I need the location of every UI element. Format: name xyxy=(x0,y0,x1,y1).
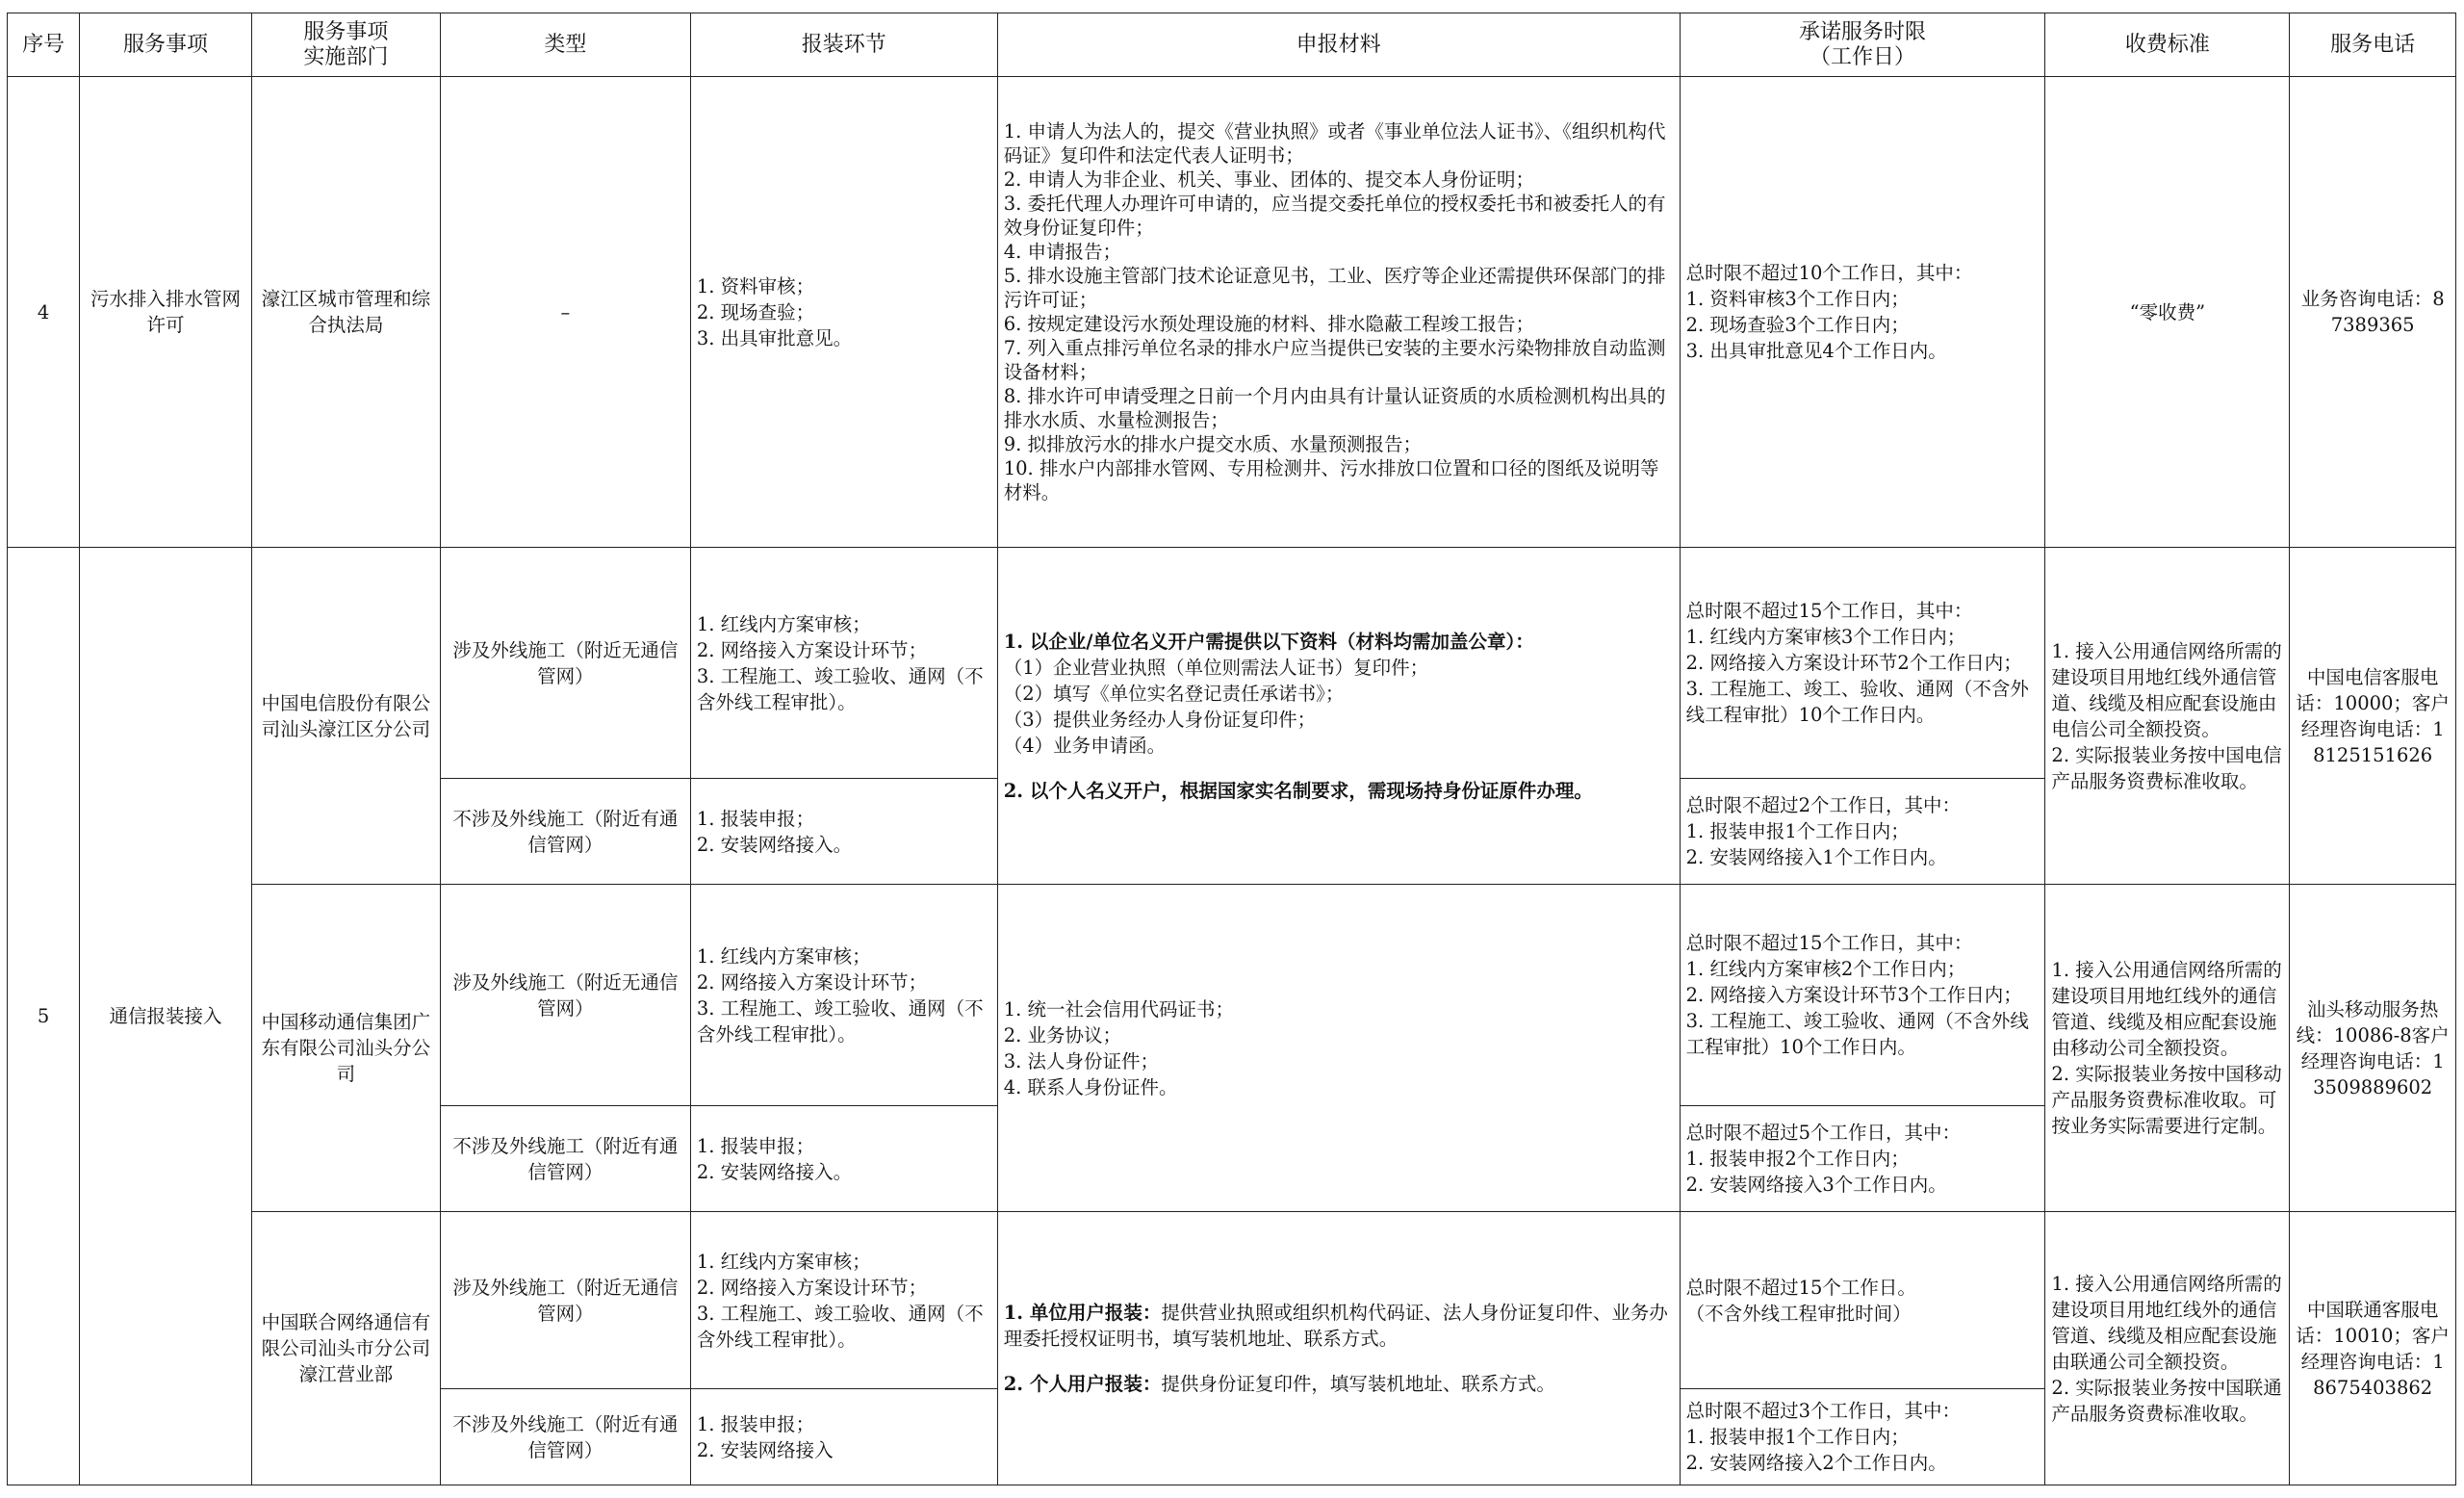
table-row xyxy=(8,885,2456,1106)
telecom-time-a: 总时限不超过15个工作日，其中： 1. 红线内方案审核3个工作日内； 2. 网络接入方案设计环节2个工作日内； 3. 工程施工、竣工、验收、通网（不含外线工程审批）10个工作日内。 xyxy=(1680,548,2045,779)
row4-item: 污水排入排水管网许可 xyxy=(80,77,252,548)
row4-stage: 1. 资料审核； 2. 现场查验； 3. 出具审批意见。 xyxy=(690,77,997,548)
row5-item: 通信报装接入 xyxy=(80,548,252,1485)
header-seq: 序号 xyxy=(8,13,80,77)
mobile-fee: 1. 接入公用通信网络所需的建设项目用地红线外的通信管道、线缆及相应配套设施由移动公司全额投资。 2. 实际报装业务按中国移动产品服务资费标准收取。可按业务实际需要进行定制。 xyxy=(2045,885,2290,1212)
mobile-phone: 汕头移动服务热线：10086-8客户经理咨询电话：13509889602 xyxy=(2290,885,2456,1212)
row5-seq: 5 xyxy=(8,548,80,1485)
row4-materials: 1. 申请人为法人的，提交《营业执照》或者《事业单位法人证书》、《组织机构代码证》复印件和法定代表人证明书； 2. 申请人为非企业、机关、事业、团体的、提交本人身份证明； 3. 委托代理人办理许可申请的，应当提交委托单位的授权委托书和被委托人的有效身份证复印件； 4. 申请报告； 5. 排水设施主管部门技术论证意见书，工业、医疗等企业还需提供环保部门的排污许可证； 6. 按规定建设污水预处理设施的材料、排水隐蔽工程竣工报告； 7. 列入重点排污单位名录的排水户应当提供已安装的主要水污染物排放自动监测设备材料； 8. 排水许可申请受理之日前一个月内由具有计量认证资质的水质检测机构出具的排水水质、水量检测报告； 9. 拟排放污水的排水户提交水质、水量预测报告； 10. 排水户内部排水管网、专用检测井、污水排放口位置和口径的图纸及说明等材料。 xyxy=(997,77,1680,548)
row4-seq: 4 xyxy=(8,77,80,548)
telecom-stage-b: 1. 报装申报； 2. 安装网络接入。 xyxy=(690,779,997,885)
table-row xyxy=(8,1212,2456,1389)
unicom-fee: 1. 接入公用通信网络所需的建设项目用地红线外的通信管道、线缆及相应配套设施由联通公司全额投资。 2. 实际报装业务按中国联通产品服务资费标准收取。 xyxy=(2045,1212,2290,1485)
unicom-stage-b: 1. 报装申报； 2. 安装网络接入 xyxy=(690,1389,997,1485)
unicom-stage-a: 1. 红线内方案审核； 2. 网络接入方案设计环节； 3. 工程施工、竣工验收、通网（不含外线工程审批）。 xyxy=(690,1212,997,1389)
mobile-time-a: 总时限不超过15个工作日，其中： 1. 红线内方案审核2个工作日内； 2. 网络接入方案设计环节3个工作日内； 3. 工程施工、竣工验收、通网（不含外线工程审批）10个工作日内。 xyxy=(1680,885,2045,1106)
telecom-type-a: 涉及外线施工（附近无通信管网） xyxy=(440,548,690,779)
telecom-fee: 1. 接入公用通信网络所需的建设项目用地红线外通信管道、线缆及相应配套设施由电信公司全额投资。 2. 实际报装业务按中国电信产品服务资费标准收取。 xyxy=(2045,548,2290,885)
mobile-stage-a: 1. 红线内方案审核； 2. 网络接入方案设计环节； 3. 工程施工、竣工验收、通网（不含外线工程审批）。 xyxy=(690,885,997,1106)
table-row xyxy=(8,548,2456,779)
unicom-materials: 1. 单位用户报装：提供营业执照或组织机构代码证、法人身份证复印件、业务办理委托授权证明书，填写装机地址、联系方式。 2. 个人用户报装：提供身份证复印件，填写装机地址、联系方式。 xyxy=(997,1212,1680,1485)
row4-fee: “零收费” xyxy=(2045,77,2290,548)
mobile-dept: 中国移动通信集团广东有限公司汕头分公司 xyxy=(251,885,440,1212)
header-type: 类型 xyxy=(440,13,690,77)
mobile-type-b: 不涉及外线施工（附近有通信管网） xyxy=(440,1106,690,1212)
header-row xyxy=(8,13,2456,77)
header-time: 承诺服务时限 （工作日） xyxy=(1680,13,2045,77)
header-dept: 服务事项 实施部门 xyxy=(251,13,440,77)
unicom-time-a: 总时限不超过15个工作日。 （不含外线工程审批时间） xyxy=(1680,1212,2045,1389)
mobile-materials: 1. 统一社会信用代码证书； 2. 业务协议； 3. 法人身份证件； 4. 联系人身份证件。 xyxy=(997,885,1680,1212)
row4-type: – xyxy=(440,77,690,548)
row4-dept: 濠江区城市管理和综合执法局 xyxy=(251,77,440,548)
unicom-dept: 中国联合网络通信有限公司汕头市分公司濠江营业部 xyxy=(251,1212,440,1485)
header-materials: 申报材料 xyxy=(997,13,1680,77)
header-stage: 报装环节 xyxy=(690,13,997,77)
unicom-phone: 中国联通客服电话：10010；客户经理咨询电话：18675403862 xyxy=(2290,1212,2456,1485)
telecom-phone: 中国电信客服电话：10000；客户经理咨询电话：18125151626 xyxy=(2290,548,2456,885)
header-phone: 服务电话 xyxy=(2290,13,2456,77)
row4-time: 总时限不超过10个工作日，其中： 1. 资料审核3个工作日内； 2. 现场查验3个工作日内； 3. 出具审批意见4个工作日内。 xyxy=(1680,77,2045,548)
mobile-time-b: 总时限不超过5个工作日，其中： 1. 报装申报2个工作日内； 2. 安装网络接入3个工作日内。 xyxy=(1680,1106,2045,1212)
header-fee: 收费标准 xyxy=(2045,13,2290,77)
unicom-time-b: 总时限不超过3个工作日，其中： 1. 报装申报1个工作日内； 2. 安装网络接入2个工作日内。 xyxy=(1680,1389,2045,1485)
telecom-stage-a: 1. 红线内方案审核； 2. 网络接入方案设计环节； 3. 工程施工、竣工验收、通网（不含外线工程审批）。 xyxy=(690,548,997,779)
telecom-time-b: 总时限不超过2个工作日，其中： 1. 报装申报1个工作日内； 2. 安装网络接入1个工作日内。 xyxy=(1680,779,2045,885)
unicom-type-a: 涉及外线施工（附近无通信管网） xyxy=(440,1212,690,1389)
table-row xyxy=(8,77,2456,548)
unicom-type-b: 不涉及外线施工（附近有通信管网） xyxy=(440,1389,690,1485)
service-table xyxy=(7,13,2456,1485)
mobile-type-a: 涉及外线施工（附近无通信管网） xyxy=(440,885,690,1106)
header-item: 服务事项 xyxy=(80,13,252,77)
mobile-stage-b: 1. 报装申报； 2. 安装网络接入。 xyxy=(690,1106,997,1212)
telecom-dept: 中国电信股份有限公司汕头濠江区分公司 xyxy=(251,548,440,885)
row4-phone: 业务咨询电话：87389365 xyxy=(2290,77,2456,548)
telecom-type-b: 不涉及外线施工（附近有通信管网） xyxy=(440,779,690,885)
telecom-materials: 1. 以企业/单位名义开户需提供以下资料（材料均需加盖公章）： （1）企业营业执照（单位则需法人证书）复印件； （2）填写《单位实名登记责任承诺书》； （3）提供业务经办人身份证复印件； （4）业务申请函。 2. 以个人名义开户，根据国家实名制要求，需现场持身份证原件办理。 xyxy=(997,548,1680,885)
